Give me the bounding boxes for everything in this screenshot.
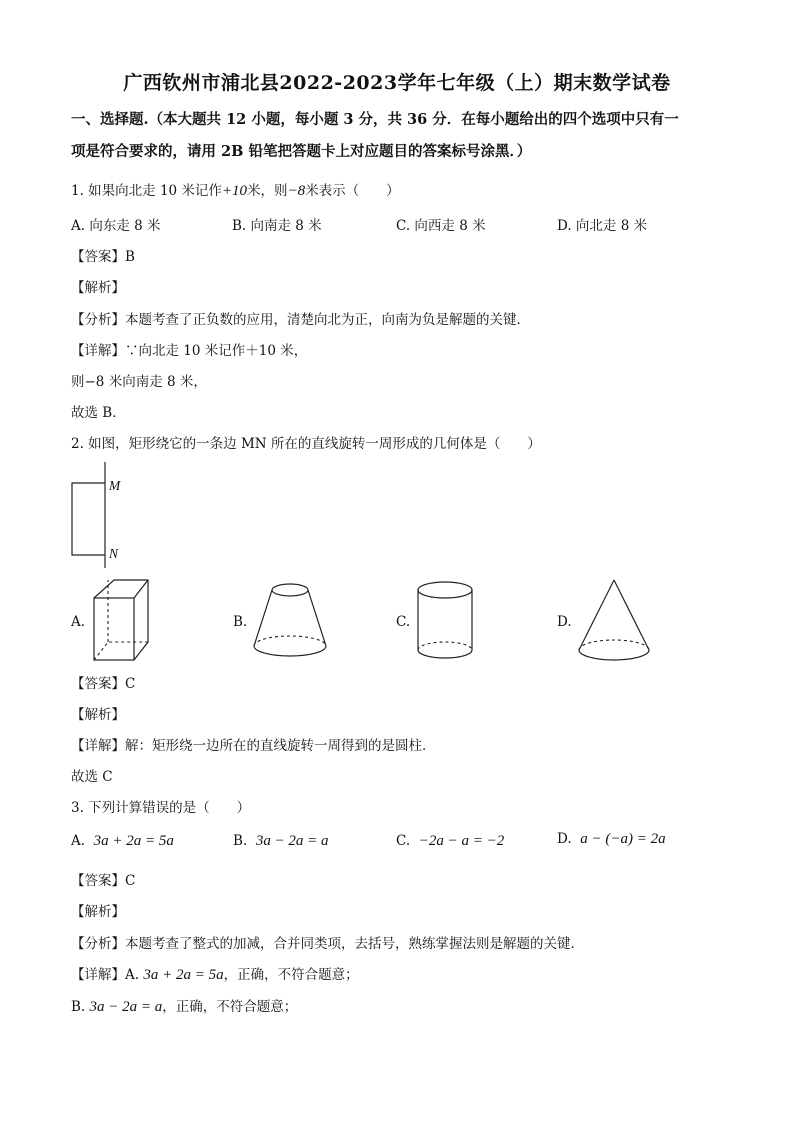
q3-detail-b-expr: 3a − 2a = a <box>89 999 163 1015</box>
q2-answer: 【答案】C <box>71 676 136 692</box>
q2-option-d-label: D. <box>557 614 572 630</box>
q2-option-a-label: A. <box>71 614 86 630</box>
q3-detail-a-prefix: 【详解】A. <box>71 967 140 983</box>
q1-stem <box>71 179 400 200</box>
q3-analysis-heading: 【解析】 <box>71 904 125 920</box>
q1-detail-3: 故选 B． <box>71 405 126 421</box>
q2-detail-2: 故选 C <box>71 769 113 785</box>
q3-stem: 3. 下列计算错误的是（ ） <box>71 800 251 816</box>
q3-option-d-label: D. <box>557 831 572 847</box>
q1-analysis-heading: 【解析】 <box>71 280 125 296</box>
q3-option-c-expr: −2a − a = −2 <box>418 833 505 849</box>
rectangle-shape <box>72 483 105 555</box>
q3-detail-a <box>71 963 359 984</box>
q3-option-a-expr: 3a + 2a = 5a <box>93 833 174 849</box>
section-header-line2: 项是符合要求的，请用 2B 铅笔把答题卡上对应题目的答案标号涂黑．） <box>71 143 532 160</box>
section-header-line1: 一、选择题.（本大题共 12 小题，每小题 3 分，共 36 分．在每小题给出的四个选项中只有一 <box>71 111 679 128</box>
q1-answer: 【答案】B <box>71 249 135 265</box>
q3-option-d-expr: a − (−a) = 2a <box>580 831 666 847</box>
q2-detail-1: 【详解】解：矩形绕一边所在的直线旋转一周得到的是圆柱． <box>71 738 436 754</box>
q2-label-m: M <box>109 478 121 493</box>
q3-detail-b-prefix: B. <box>71 999 86 1015</box>
q3-option-a <box>71 833 174 850</box>
q3-option-a-label: A. <box>71 833 86 849</box>
q2-option-c-cylinder <box>416 580 476 664</box>
q1-option-b: B. 向南走 8 米 <box>232 218 322 234</box>
q1-option-d: D. 向北走 8 米 <box>557 218 648 234</box>
q2-analysis-heading: 【解析】 <box>71 707 125 723</box>
q3-option-b-label: B. <box>233 833 248 849</box>
q3-detail-a-suffix: ，正确，不符合题意； <box>223 967 359 983</box>
q3-fenxi: 【分析】本题考查了整式的加减，合并同类项，去括号，熟练掌握法则是解题的关键． <box>71 936 584 952</box>
q3-detail-b <box>71 995 297 1016</box>
q3-answer: 【答案】C <box>71 873 136 889</box>
q1-value-minus-8: −8 <box>287 183 306 199</box>
q3-detail-b-suffix: ，正确，不符合题意； <box>162 999 298 1015</box>
q1-detail-1: 【详解】∵向北走 10 米记作＋10 米， <box>71 343 308 359</box>
q2-option-d-cone <box>577 578 653 664</box>
q1-detail-2: 则−8 米向南走 8 米， <box>71 374 207 390</box>
q3-option-c <box>396 833 504 850</box>
page-title: 广西钦州市浦北县2022-2023学年七年级（上）期末数学试卷 <box>123 72 671 94</box>
q2-option-a-cuboid <box>90 578 152 664</box>
q2-label-n: N <box>109 546 119 561</box>
q3-option-b <box>233 833 329 850</box>
q1-option-c: C. 向西走 8 米 <box>396 218 486 234</box>
q3-option-b-expr: 3a − 2a = a <box>255 833 329 849</box>
q1-stem-part-b: 米，则 <box>247 183 288 199</box>
q1-value-plus-10: +10 <box>221 183 248 199</box>
q3-detail-a-expr: 3a + 2a = 5a <box>143 967 224 983</box>
q2-option-c-label: C. <box>396 614 411 630</box>
q3-option-c-label: C. <box>396 833 411 849</box>
q2-option-b-frustum <box>252 582 330 662</box>
q1-fenxi: 【分析】本题考查了正负数的应用，清楚向北为正，向南为负是解题的关键． <box>71 312 530 328</box>
q1-stem-part-a: 1. 如果向北走 10 米记作 <box>71 183 222 199</box>
q2-option-b-label: B. <box>233 614 248 630</box>
q2-stem: 2. 如图，矩形绕它的一条边 MN 所在的直线旋转一周形成的几何体是（ ） <box>71 436 541 452</box>
q1-option-a: A. 向东走 8 米 <box>71 218 161 234</box>
q2-rectangle-axis-figure <box>60 460 140 570</box>
q1-stem-part-c: 米表示（ ） <box>305 183 400 199</box>
q3-option-d <box>557 831 666 848</box>
